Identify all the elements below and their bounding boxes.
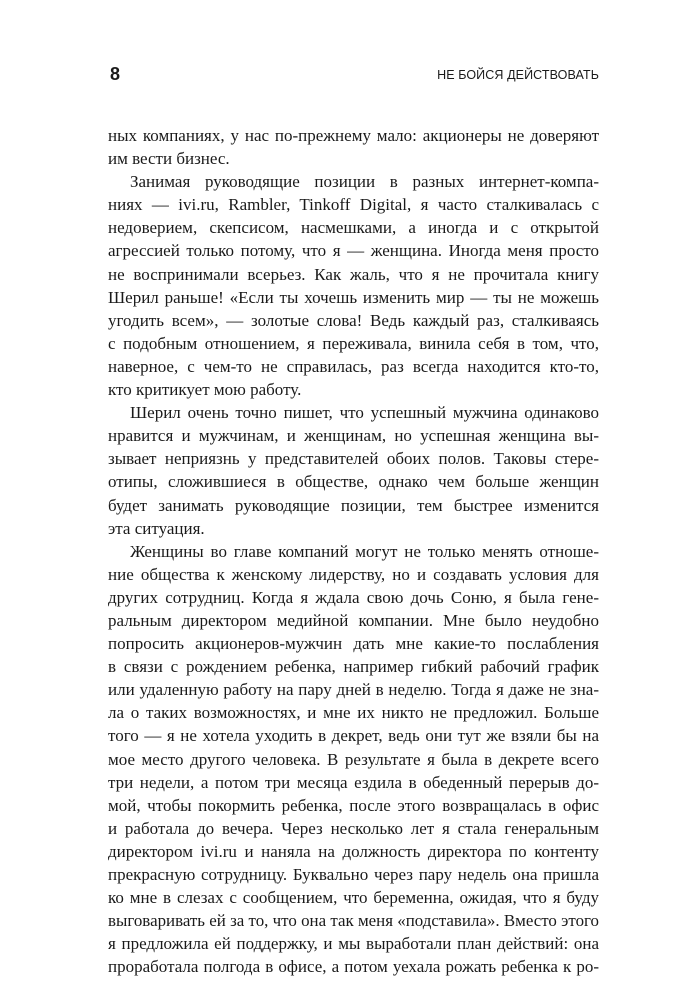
text-line: или удаленную работу на пару дней в неделю. Тогда я даже не зна-: [108, 680, 599, 700]
text-line: в связи с рождением ребенка, например гибкий рабочий график: [108, 657, 599, 677]
text-line: директором ivi.ru и наняла на должность директора по контенту: [108, 841, 599, 861]
text-line: не воспринимали всерьез. Как жаль, что я не прочитала книгу: [108, 264, 599, 284]
text-line: мой, чтобы покормить ребенка, после этого возвращалась в офис: [108, 795, 599, 815]
text-line: того — я не хотела уходить в декрет, ведь они тут же взяли бы на: [108, 726, 599, 746]
running-head: НЕ БОЙСЯ ДЕЙСТВОВАТЬ: [437, 68, 599, 82]
text-line: ние общества к женскому лидерству, но и создавать условия для: [108, 564, 599, 584]
text-line: три недели, а потом три месяца ездила в обеденный перерыв до-: [108, 772, 599, 792]
text-line: зывает неприязнь у представителей обоих полов. Таковы стере-: [108, 449, 599, 469]
text-line: ниях — ivi.ru, Rambler, Tinkoff Digital, я часто сталкивалась с: [108, 195, 599, 215]
page-number: 8: [110, 64, 121, 84]
text-line: Занимая руководящие позиции в разных интернет-компа-: [130, 172, 599, 192]
text-line: ла о таких возможностях, и мне их никто не предложил. Больше: [108, 703, 599, 723]
text-line: нравится и мужчинам, и женщинам, но успешная женщина вы-: [108, 426, 599, 446]
text-line: прекрасную сотрудницу. Буквально через пару недель она пришла: [108, 865, 599, 884]
paragraph: [108, 401, 599, 540]
text-line: проработала полгода в офисе, а потом уехала рожать ребенка к ро-: [108, 957, 599, 977]
text-line: Женщины во главе компаний могут не только менять отноше-: [130, 541, 599, 561]
text-line: с подобным отношением, я переживала, винила себя в том, что,: [108, 333, 599, 353]
text-line: будет занимать руководящие позиции, тем быстрее изменится: [108, 495, 599, 515]
text-line: ных компаниях, у нас по-прежнему мало: акционеры не доверяют: [108, 126, 599, 145]
text-line: других сотрудниц. Когда я ждала свою дочь Соню, я была гене-: [108, 587, 599, 607]
paragraph: [108, 170, 599, 401]
text-line: кто критикует мою работу.: [108, 380, 302, 400]
text-line: и работала до вечера. Через несколько лет я стала генеральным: [108, 818, 599, 838]
text-line: агрессией только потому, что я — женщина. Иногда меня просто: [108, 241, 599, 261]
text-line: я предложила ей поддержку, и мы выработали план действий: она: [108, 934, 599, 954]
text-line: угодить всем», — золотые слова! Ведь каждый раз, сталкиваясь: [108, 310, 599, 330]
paragraph: [108, 124, 599, 170]
text-line: Шерил очень точно пишет, что успешный мужчина одинаково: [130, 403, 599, 423]
paragraph: [108, 540, 599, 979]
text-line: выговаривать ей за то, что она так меня «подставила». Вместо этого: [108, 911, 599, 931]
text-line: эта ситуация.: [108, 518, 205, 538]
body-text: [108, 124, 599, 978]
text-line: Шерил раньше! «Если ты хочешь изменить мир — ты не можешь: [108, 287, 599, 307]
text-line: наверное, с чем-то не справилась, раз всегда находится кто-то,: [108, 356, 599, 376]
text-line: недоверием, скепсисом, насмешками, а иногда и с открытой: [108, 218, 599, 238]
text-line: отипы, сложившиеся в обществе, однако чем больше женщин: [108, 472, 599, 492]
text-line: мое место другого человека. В результате я была в декрете всего: [108, 749, 599, 769]
text-line: ко мне в слезах с сообщением, что беременна, ожидая, что я буду: [108, 888, 599, 908]
text-line: ральным директором медийной компании. Мне было неудобно: [108, 610, 599, 630]
text-line: попросить акционеров-мужчин дать мне какие-то послабления: [108, 634, 599, 654]
text-line: им вести бизнес.: [108, 149, 230, 169]
